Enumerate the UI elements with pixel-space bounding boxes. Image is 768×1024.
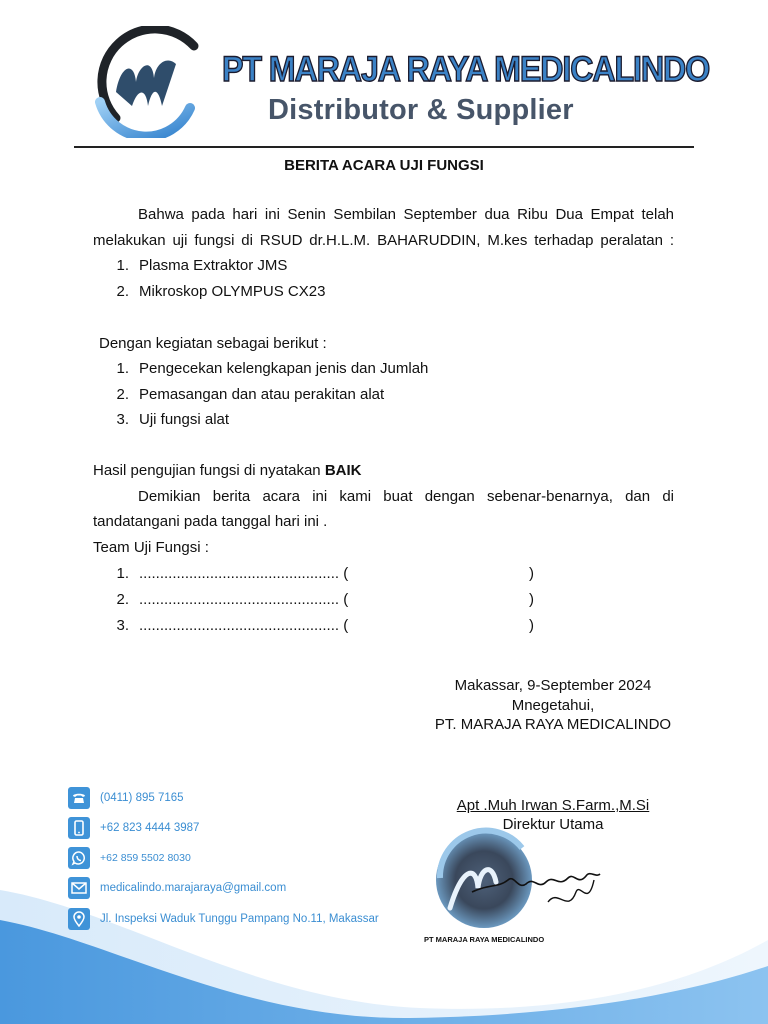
- phone-icon: [68, 787, 90, 809]
- activity-item: Pengecekan kelengkapan jenis dan Jumlah: [139, 360, 429, 377]
- activity-item: Pemasangan dan atau perakitan alat: [139, 386, 385, 403]
- document-title: BERITA ACARA UJI FUNGSI: [284, 157, 484, 174]
- intro-line-1: Bahwa pada hari ini Senin Sembilan September dua Ribu Dua Empat telah: [138, 206, 674, 223]
- location-icon: [68, 908, 90, 930]
- team-signature-line: ................................................ (: [139, 565, 349, 582]
- activity-number: 2.: [116, 386, 129, 403]
- team-number: 1.: [116, 565, 129, 582]
- closing-line-1: Demikian berita acara ini kami buat dengan sebenar-benarnya, dan di: [138, 488, 674, 505]
- team-close-paren: ): [529, 565, 534, 582]
- team-close-paren: ): [529, 617, 534, 634]
- activity-number: 3.: [116, 411, 129, 428]
- stamp-text: PT MARAJA RAYA MEDICALINDO: [424, 935, 545, 944]
- signer-name: Apt .Muh Irwan S.Farm.,M.Si: [456, 797, 650, 814]
- activities-heading: Dengan kegiatan sebagai berikut :: [99, 335, 327, 352]
- header-divider: [74, 146, 694, 148]
- company-stamp: [418, 818, 606, 960]
- contact-address[interactable]: Jl. Inspeksi Waduk Tunggu Pampang No.11, Makassar: [100, 913, 379, 925]
- activity-item: Uji fungsi alat: [139, 411, 230, 428]
- contact-email[interactable]: medicalindo.marajaraya@gmail.com: [100, 882, 287, 894]
- team-heading: Team Uji Fungsi :: [93, 539, 209, 556]
- stamp-graphic: [418, 818, 606, 960]
- contact-mobile[interactable]: +62 823 4444 3987: [100, 822, 200, 834]
- company-logo: [86, 26, 204, 138]
- email-icon: [68, 877, 90, 899]
- place-date: Makassar, 9-September 2024: [454, 677, 652, 694]
- result-prefix: Hasil pengujian fungsi di nyatakan: [93, 462, 325, 479]
- equipment-item: Plasma Extraktor JMS: [139, 257, 288, 274]
- equipment-number: 1.: [116, 257, 129, 274]
- equipment-number: 2.: [116, 283, 129, 300]
- intro-line-2: melakukan uji fungsi di RSUD dr.H.L.M. BAHARUDDIN, M.kes terhadap peralatan :: [93, 232, 674, 249]
- signature-company: PT. MARAJA RAYA MEDICALINDO: [434, 716, 672, 733]
- test-result: [93, 463, 362, 478]
- result-value: BAIK: [324, 462, 362, 479]
- whatsapp-icon: [68, 847, 90, 869]
- closing-line-2: tandatangani pada tanggal hari ini .: [93, 513, 328, 530]
- team-signature-line: ................................................ (: [139, 591, 349, 608]
- company-tagline: Distributor & Supplier: [268, 94, 574, 126]
- contact-whatsapp[interactable]: +62 859 5502 8030: [100, 852, 191, 864]
- contact-phone[interactable]: (0411) 895 7165: [100, 792, 184, 804]
- activity-number: 1.: [116, 360, 129, 377]
- equipment-item: Mikroskop OLYMPUS CX23: [139, 283, 326, 300]
- company-name: PT MARAJA RAYA MEDICALINDO: [222, 50, 710, 89]
- team-number: 3.: [116, 617, 129, 634]
- team-number: 2.: [116, 591, 129, 608]
- team-close-paren: ): [529, 591, 534, 608]
- mobile-icon: [68, 817, 90, 839]
- team-signature-line: ................................................ (: [139, 617, 349, 634]
- signer-title: Direktur Utama: [502, 816, 604, 833]
- footer-wave: [0, 880, 768, 1024]
- acknowledged-label: Mnegetahui,: [511, 697, 595, 714]
